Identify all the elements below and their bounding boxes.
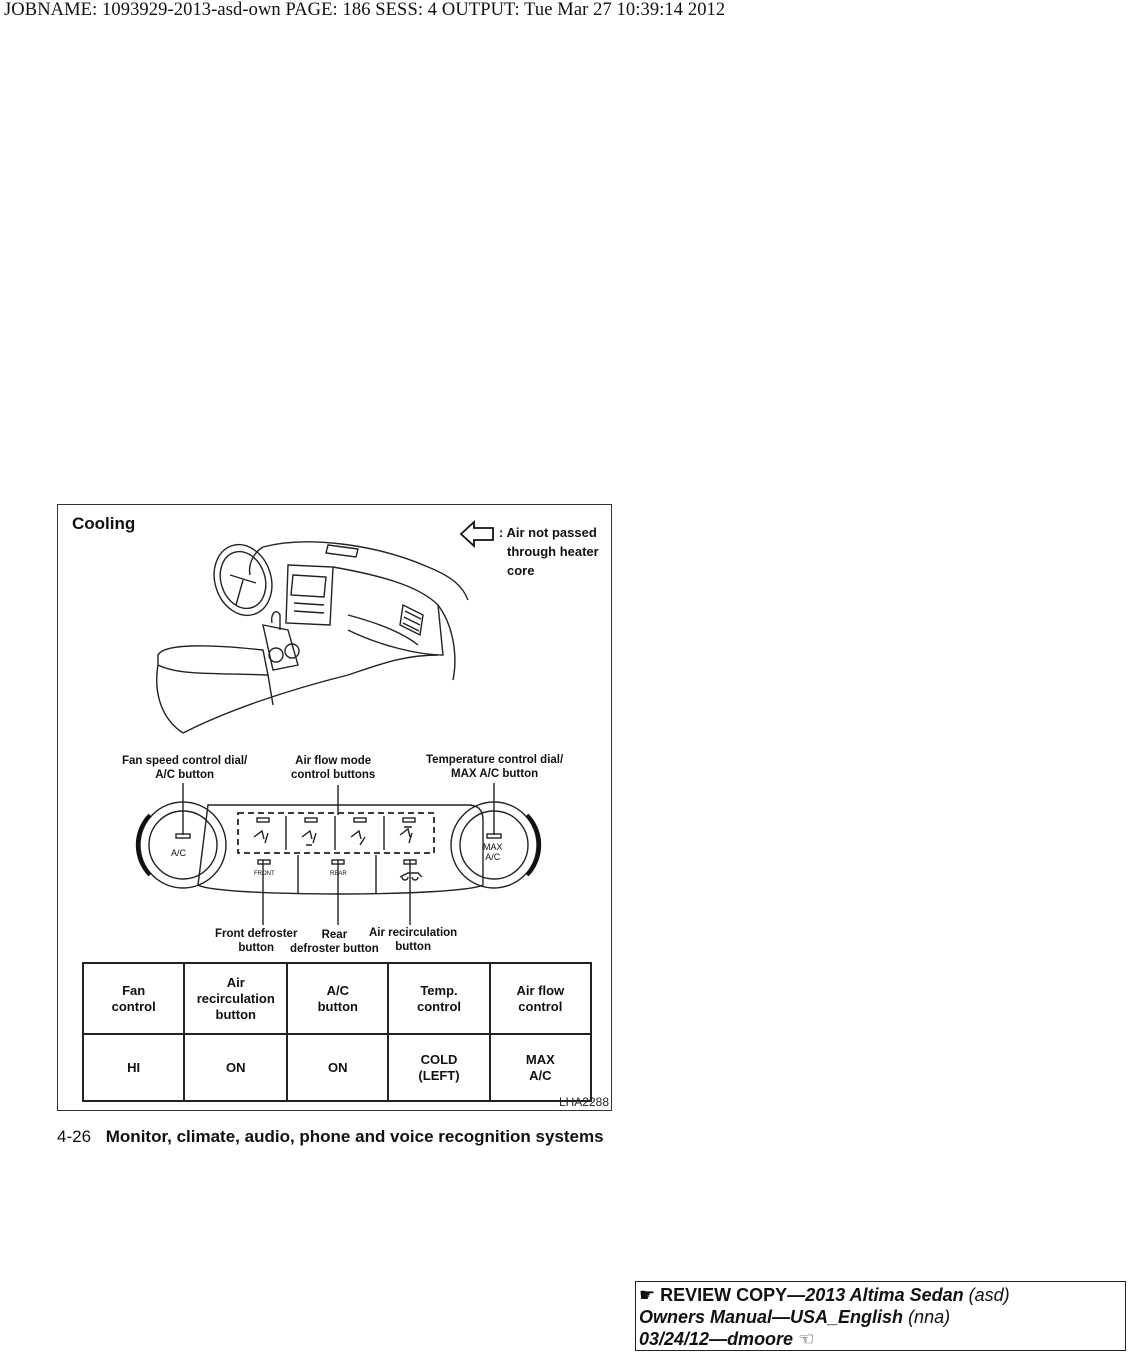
table-cell: COLD (LEFT): [388, 1034, 489, 1101]
ac-label: A/C: [171, 848, 187, 858]
rear-label: REAR: [330, 871, 347, 877]
table-header-row: [83, 963, 591, 1034]
page-footer: [57, 1127, 604, 1147]
table-header-cell: Air recirculation button: [184, 963, 287, 1034]
table-header-cell: Fan control: [83, 963, 184, 1034]
front-label: FRONT: [254, 871, 275, 877]
page-number: 4-26: [57, 1127, 92, 1146]
pointing-hand-left-icon: ☜: [798, 1329, 815, 1349]
job-header: JOBNAME: 1093929-2013-asd-own PAGE: 186 SESS: 4 OUTPUT: Tue Mar 27 10:39:14 2012: [4, 0, 726, 20]
review-line-2: Owners Manual—USA_English (nna): [639, 1307, 951, 1327]
callout-temperature-dial: Temperature control dial/ MAX A/C button: [426, 754, 564, 780]
max-ac-label: MAX A/C: [483, 842, 503, 862]
figure-title: Cooling: [72, 514, 136, 533]
table-cell: MAX A/C: [490, 1034, 591, 1101]
section-title: Monitor, climate, audio, phone and voice recognition systems: [105, 1127, 604, 1146]
figure-code: LHA2288: [558, 1095, 609, 1109]
table-cell: ON: [184, 1034, 287, 1101]
review-line-1: ☛ REVIEW COPY—2013 Altima Sedan (asd): [639, 1285, 1010, 1305]
review-copy-box: [635, 1281, 1126, 1351]
control-panel-illustration: [58, 505, 613, 965]
callout-fan-speed-dial: Fan speed control dial/ A/C button: [122, 755, 248, 781]
callout-air-recirculation: Air recirculation button: [369, 927, 458, 953]
cooling-figure: [57, 504, 612, 1111]
review-line-3: 03/24/12—dmoore ☜: [639, 1329, 815, 1349]
callout-rear-defroster: Rear defroster button: [290, 929, 379, 955]
table-header-cell: Temp. control: [388, 963, 489, 1034]
callout-air-flow-mode: Air flow mode control buttons: [291, 755, 376, 781]
pointing-hand-icon: ☛: [639, 1285, 656, 1305]
cooling-settings-table: [82, 962, 592, 1102]
table-row: [83, 1034, 591, 1101]
legend-text: : Air not passed through heater core: [499, 525, 599, 578]
table-cell: ON: [287, 1034, 388, 1101]
table-header-cell: Air flow control: [490, 963, 591, 1034]
table-cell: HI: [83, 1034, 184, 1101]
table-header-cell: A/C button: [287, 963, 388, 1034]
callout-front-defroster: Front defroster button: [215, 928, 298, 954]
